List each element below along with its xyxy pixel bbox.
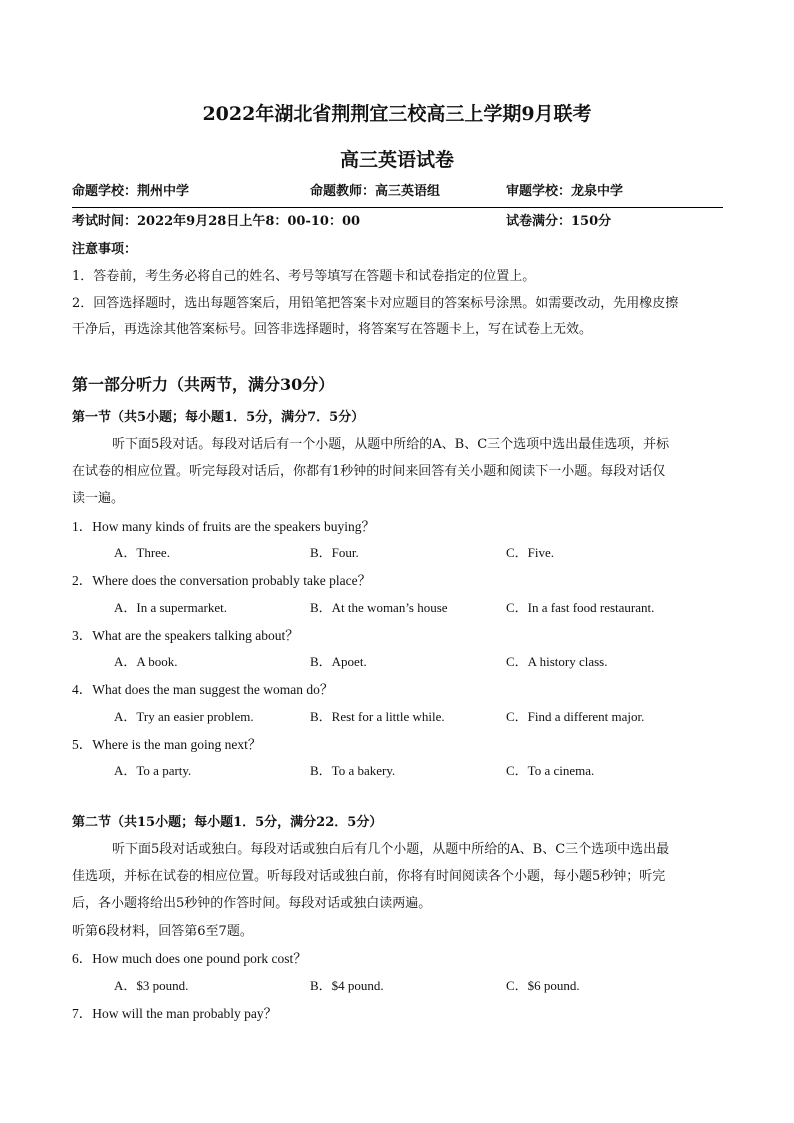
question-5-option-c: C．To a cinema.	[506, 763, 595, 778]
question-3-option-b: B．Apoet.	[310, 654, 367, 669]
question-4-option-a: A．Try an easier problem.	[114, 709, 254, 724]
question-6: 6．How much does one pound pork cost？	[72, 951, 307, 966]
question-2-option-c: C．In a fast food restaurant.	[506, 600, 655, 615]
proposer-teacher: 命题教师：高三英语组	[310, 184, 441, 199]
question-3-option-a: A．A book.	[114, 654, 178, 669]
question-6-option-b: B．$4 pound.	[310, 978, 384, 993]
question-3-option-c: C．A history class.	[506, 654, 608, 669]
section2-instruction-line-3: 后，各小题将给出5秒钟的作答时间。每段对话或独白读两遍。	[72, 896, 432, 911]
question-4: 4．What does the man suggest the woman do？	[72, 682, 334, 697]
full-score: 试卷满分：150分	[506, 214, 612, 229]
question-7: 7．How will the man probably pay？	[72, 1006, 278, 1021]
question-1: 1．How many kinds of fruits are the speakers buying？	[72, 519, 375, 534]
section1-heading: 第一节（共5小题；每小题1．5分，满分7．5分）	[72, 410, 365, 425]
reviewer-school: 审题学校：龙泉中学	[506, 184, 624, 199]
note-item-1: 1．答卷前，考生务必将自己的姓名、考号等填写在答题卡和试卷指定的位置上。	[72, 269, 536, 284]
note-item-2-line-2: 干净后，再选涂其他答案标号。回答非选择题时，将答案写在答题卡上，写在试卷上无效。	[72, 322, 593, 337]
section2-instruction-line-1: 听下面5段对话或独白。每段对话或独白后有几个小题，从题中所给的A、B、C三个选项中选出最	[112, 842, 670, 857]
section1-instruction-line-3: 读一遍。	[72, 491, 125, 506]
question-2-option-a: A．In a supermarket.	[114, 600, 227, 615]
material-6-instruction: 听第6段材料，回答第6至7题。	[72, 924, 253, 939]
section1-instruction-line-2: 在试卷的相应位置。听完每段对话后，你都有1秒钟的时间来回答有关小题和阅读下一小题。每段对话仅	[72, 464, 666, 479]
section2-instruction-line-2: 佳选项，并标在试卷的相应位置。听每段对话或独白前，你将有时间阅读各个小题，每小题5秒钟；听完	[72, 869, 666, 884]
part1-heading: 第一部分听力（共两节，满分30分）	[72, 375, 335, 394]
exam-subtitle: 高三英语试卷	[339, 149, 454, 171]
exam-time: 考试时间：2022年9月28日上午8：00-10：00	[72, 214, 361, 229]
proposer-school: 命题学校：荆州中学	[72, 184, 190, 199]
question-5: 5．Where is the man going next？	[72, 737, 262, 752]
note-item-2-line-1: 2．回答选择题时，选出每题答案后，用铅笔把答案卡对应题目的答案标号涂黑。如需要改动，先用橡皮擦	[72, 296, 679, 311]
question-5-option-b: B．To a bakery.	[310, 763, 396, 778]
exam-title: 2022年湖北省荆荆宜三校高三上学期9月联考	[202, 103, 592, 125]
question-5-option-a: A．To a party.	[114, 763, 192, 778]
notes-heading: 注意事项：	[72, 242, 138, 257]
question-1-option-c: C．Five.	[506, 545, 555, 560]
question-4-option-b: B．Rest for a little while.	[310, 709, 445, 724]
question-2: 2．Where does the conversation probably take place？	[72, 573, 372, 588]
question-1-option-b: B．Four.	[310, 545, 359, 560]
header-divider	[72, 207, 723, 208]
section1-instruction-line-1: 听下面5段对话。每段对话后有一个小题，从题中所给的A、B、C三个选项中选出最佳选项，并标	[112, 437, 670, 452]
question-6-option-c: C．$6 pound.	[506, 978, 580, 993]
question-6-option-a: A．$3 pound.	[114, 978, 189, 993]
question-3: 3．What are the speakers talking about？	[72, 628, 299, 643]
section2-heading: 第二节（共15小题；每小题1．5分，满分22．5分）	[72, 815, 383, 830]
question-4-option-c: C．Find a different major.	[506, 709, 645, 724]
question-2-option-b: B．At the woman’s house	[310, 600, 448, 615]
question-1-option-a: A．Three.	[114, 545, 170, 560]
